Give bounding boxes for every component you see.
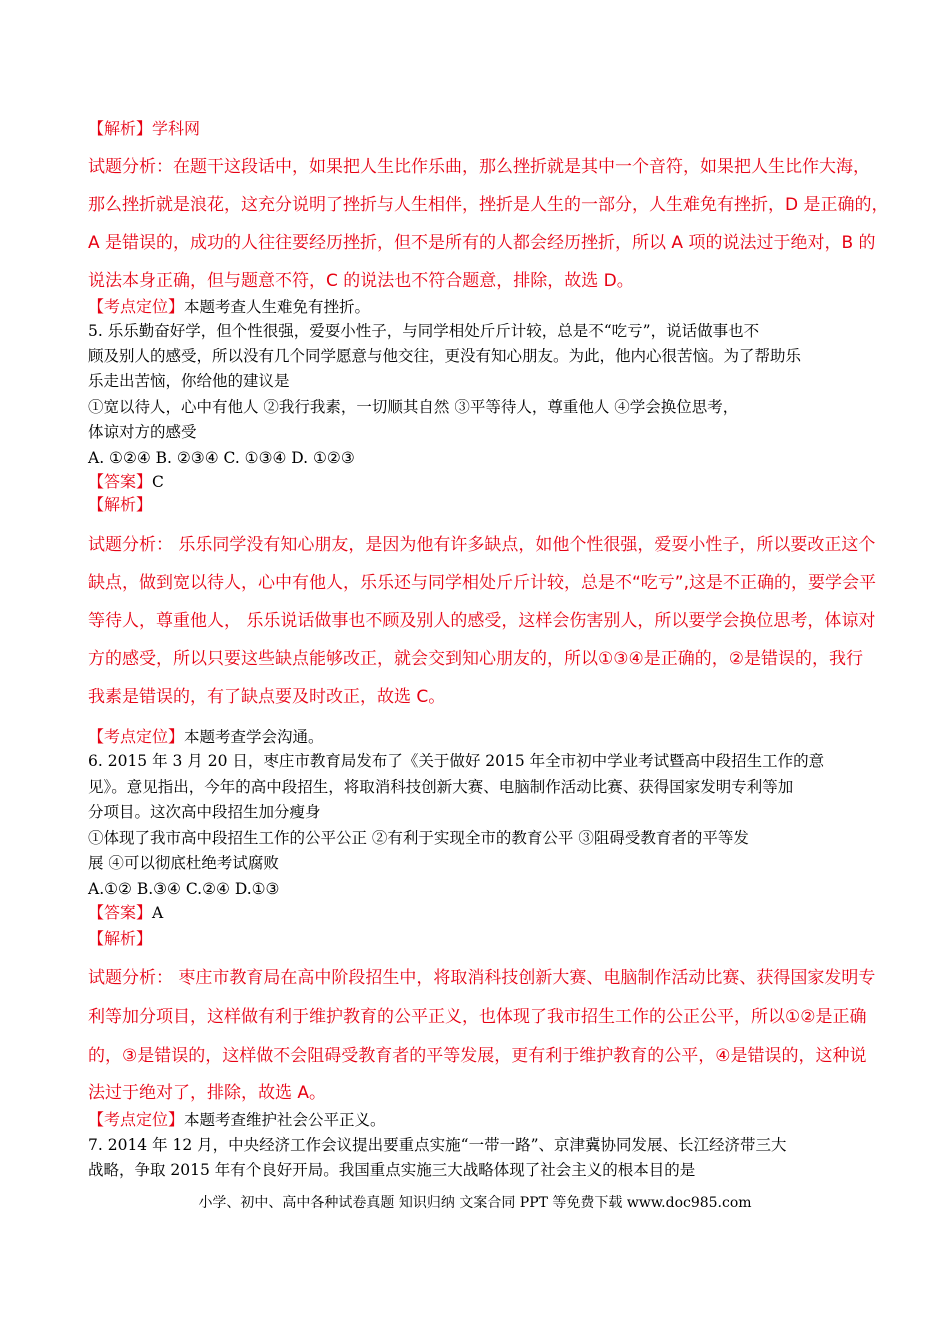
analysis-line: 利等加分项目，这样做有利于维护教育的公平正义，也体现了我市招生工作的公正公平，所以①②是正确 [88, 1007, 867, 1027]
analysis-line: 那么挫折就是浪花，这充分说明了挫折与人生相伴，挫折是人生的一部分，人生难免有挫折，D 是正确的， [88, 195, 889, 215]
kaodian-text: 本题考查人生难免有挫折。 [184, 298, 371, 316]
kaodian-line [88, 726, 324, 748]
kaodian-line [88, 296, 370, 318]
question-options-line: 展 ④可以彻底杜绝考试腐败 [88, 854, 279, 872]
kaodian-tag: 【考点定位】 [88, 1110, 185, 1129]
kaodian-text: 本题考查维护社会公平正义。 [184, 1111, 386, 1129]
jiexi-heading [88, 116, 200, 139]
question-stem-line: 乐走出苦恼，你给他的建议是 [88, 372, 290, 390]
question-stem-line: 7. 2014 年 12 月，中央经济工作会议提出要重点实施“一带一路”、京津冀协同发展、长江经济带三大 [88, 1136, 787, 1154]
question-stem-line: 见》。意见指出，今年的高中段招生，将取消科技创新大赛、电脑制作活动比赛、获得国家发明专利等加 [88, 778, 794, 796]
question-choices: A.①② B.③④ C.②④ D.①③ [88, 880, 280, 898]
answer-tag: 【答案】 [88, 903, 153, 922]
kaodian-tag: 【考点定位】 [88, 727, 185, 746]
analysis-line: 等待人，尊重他人， 乐乐说话做事也不顾及别人的感受，这样会伤害别人，所以要学会换位思考，体谅对 [88, 611, 876, 631]
analysis-line: 试题分析：在题干这段话中，如果把人生比作乐曲，那么挫折就是其中一个音符，如果把人生比作大海， [88, 157, 870, 177]
jiexi-tag: 【解析】 [88, 495, 153, 514]
analysis-line: 试题分析： 乐乐同学没有知心朋友，是因为他有许多缺点，如他个性很强，爱耍小性子，所以要改正这个 [88, 535, 876, 555]
analysis-line: 法过于绝对了，排除，故选 A。 [88, 1083, 327, 1103]
question-options-line: 体谅对方的感受 [88, 423, 197, 441]
question-choices: A. ①②④ B. ②③④ C. ①③④ D. ①②③ [88, 449, 355, 467]
analysis-line: 试题分析： 枣庄市教育局在高中阶段招生中，将取消科技创新大赛、电脑制作活动比赛、获得国家发明专 [88, 968, 876, 988]
analysis-line: 缺点，做到宽以待人，心中有他人，乐乐还与同学相处斤斤计较，总是不“吃亏”,这是不正确的，要学会平 [88, 573, 877, 593]
kaodian-text: 本题考查学会沟通。 [184, 728, 324, 746]
jiexi-tag: 【解析】 [88, 119, 153, 138]
question-options-line: ①宽以待人，心中有他人 ②我行我素，一切顺其自然 ③平等待人，尊重他人 ④学会换位思考， [88, 398, 739, 416]
kaodian-line [88, 1109, 386, 1131]
analysis-line: 我素是错误的，有了缺点要及时改正，故选 C。 [88, 687, 446, 707]
answer-value: C [152, 473, 164, 491]
question-stem-line: 6. 2015 年 3 月 20 日，枣庄市教育局发布了《关于做好 2015 年全市初中学业考试暨高中段招生工作的意 [88, 752, 825, 770]
question-options-line: ①体现了我市高中段招生工作的公平公正 ②有利于实现全市的教育公平 ③阻碍受教育者的平等发 [88, 829, 749, 847]
analysis-line: 说法本身正确，但与题意不符，C 的说法也不符合题意，排除，故选 D。 [88, 271, 634, 291]
question-stem-line: 顾及别人的感受，所以没有几个同学愿意与他交往，更没有知心朋友。为此，他内心很苦恼。为了帮助乐 [88, 347, 802, 365]
kaodian-tag: 【考点定位】 [88, 297, 185, 316]
question-stem-line: 战略，争取 2015 年有个良好开局。我国重点实施三大战略体现了社会主义的根本目的是 [88, 1161, 696, 1179]
question-stem-line: 5. 乐乐勤奋好学，但个性很强，爱耍小性子，与同学相处斤斤计较，总是不“吃亏”，说话做事也不 [88, 322, 760, 340]
jiexi-watermark-text: 学科网 [152, 119, 201, 138]
analysis-line: 方的感受，所以只要这些缺点能够改正，就会交到知心朋友的，所以①③④是正确的，②是错误的，我行 [88, 649, 863, 669]
answer-line [88, 902, 163, 924]
page-footer: 小学、初中、高中各种试卷真题 知识归纳 文案合同 PPT 等免费下载 www.doc985.com [198, 1195, 752, 1211]
answer-tag: 【答案】 [88, 472, 153, 491]
jiexi-tag: 【解析】 [88, 929, 153, 948]
analysis-line: A 是错误的，成功的人往往要经历挫折，但不是所有的人都会经历挫折，所以 A 项的说法过于绝对，B 的 [88, 233, 876, 253]
question-stem-line: 分项目。这次高中段招生加分瘦身 [88, 803, 321, 821]
answer-value: A [152, 904, 164, 922]
answer-line [88, 471, 164, 493]
analysis-line: 的，③是错误的，这样做不会阻碍受教育者的平等发展，更有利于维护教育的公平，④是错误的，这种说 [88, 1046, 867, 1066]
